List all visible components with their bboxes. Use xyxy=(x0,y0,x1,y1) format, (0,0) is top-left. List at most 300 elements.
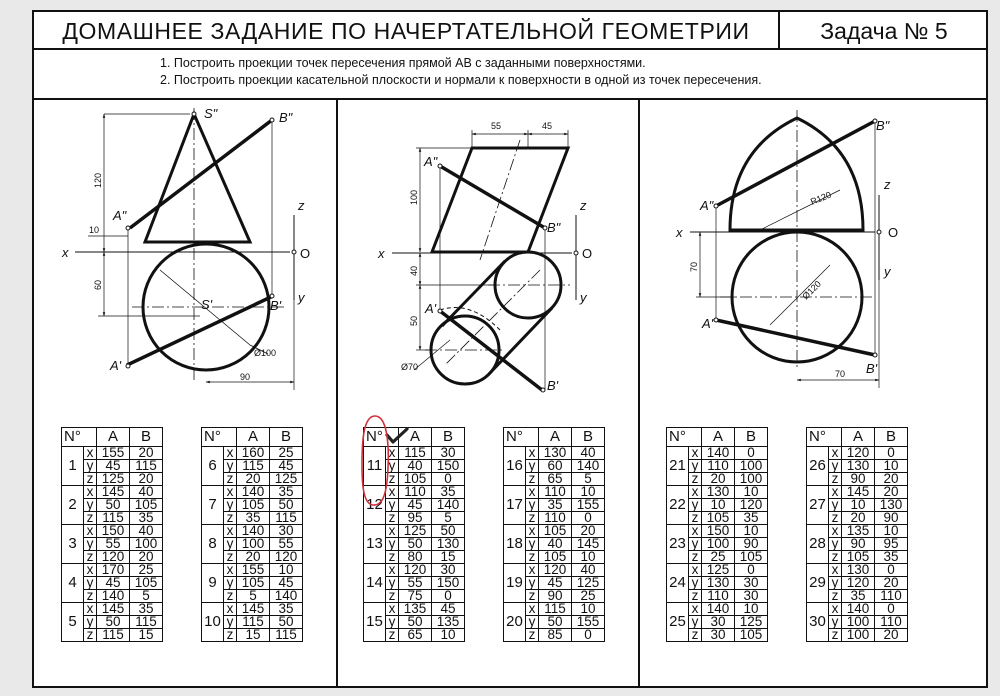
label-a1: A' xyxy=(702,316,714,331)
point-b-value: 10 xyxy=(572,603,605,616)
variant-number: 16 xyxy=(504,447,526,486)
point-a-value: 110 xyxy=(539,486,572,499)
task-number: Задача № 5 xyxy=(820,18,948,44)
point-b-value: 25 xyxy=(270,447,303,460)
coord-label: x xyxy=(829,603,842,616)
coord-label: z xyxy=(829,590,842,603)
coord-label: x xyxy=(84,486,97,499)
variants-table xyxy=(201,427,303,642)
point-b-value: 150 xyxy=(432,460,465,473)
coord-label: y xyxy=(526,460,539,473)
point-b-value: 15 xyxy=(130,629,163,642)
cone-labels xyxy=(61,106,310,382)
point-b-value: 0 xyxy=(875,447,908,460)
coord-label: z xyxy=(84,629,97,642)
point-a-value: 65 xyxy=(539,473,572,486)
point-b-value: 5 xyxy=(432,512,465,525)
variant-number: 23 xyxy=(667,525,689,564)
header-number: N° xyxy=(504,428,539,447)
point-s-front xyxy=(192,112,196,116)
point-a-value: 140 xyxy=(237,525,270,538)
point-b-value: 35 xyxy=(270,486,303,499)
coord-label: z xyxy=(526,590,539,603)
header-number: N° xyxy=(807,428,842,447)
point-b-value: 35 xyxy=(270,603,303,616)
variant-number: 4 xyxy=(62,564,84,603)
coord-label: y xyxy=(689,577,702,590)
label-y: y xyxy=(884,264,891,279)
coord-label: z xyxy=(829,512,842,525)
coord-label: y xyxy=(829,616,842,629)
point-b-value: 25 xyxy=(572,590,605,603)
coord-label: x xyxy=(526,447,539,460)
coord-label: y xyxy=(224,460,237,473)
point-a-value: 75 xyxy=(399,590,432,603)
coord-label: x xyxy=(526,525,539,538)
coord-label: x xyxy=(526,486,539,499)
coord-label: z xyxy=(689,590,702,603)
coord-label: x xyxy=(386,447,399,460)
point-b-front xyxy=(270,118,274,122)
header-number: N° xyxy=(364,428,399,447)
point-b-value: 20 xyxy=(572,525,605,538)
point-a-top xyxy=(714,318,718,322)
coord-label: y xyxy=(829,460,842,473)
point-b-value: 115 xyxy=(270,629,303,642)
variant-number: 24 xyxy=(667,564,689,603)
variant-number: 28 xyxy=(807,525,829,564)
label-a1: A' xyxy=(425,301,437,316)
point-a-value: 50 xyxy=(399,538,432,551)
point-a-value: 30 xyxy=(702,616,735,629)
coord-label: z xyxy=(829,629,842,642)
point-a-value: 20 xyxy=(237,551,270,564)
table-header-row xyxy=(62,428,163,447)
point-b-value: 110 xyxy=(875,616,908,629)
coord-label: x xyxy=(829,486,842,499)
point-b-value: 100 xyxy=(735,460,768,473)
point-a-value: 110 xyxy=(702,460,735,473)
point-b-top xyxy=(873,353,877,357)
coord-label: y xyxy=(526,538,539,551)
point-b-value: 50 xyxy=(270,616,303,629)
point-b-value: 125 xyxy=(572,577,605,590)
dim-label-diameter: Ø70 xyxy=(401,362,419,372)
coord-label: y xyxy=(386,577,399,590)
point-b-value: 5 xyxy=(572,473,605,486)
point-b-value: 90 xyxy=(735,538,768,551)
coord-label: z xyxy=(224,551,237,564)
point-b-value: 20 xyxy=(875,473,908,486)
point-a-value: 90 xyxy=(842,473,875,486)
point-b-value: 20 xyxy=(875,486,908,499)
table-header-row xyxy=(807,428,908,447)
variant-number: 12 xyxy=(364,486,386,525)
coord-label: x xyxy=(829,564,842,577)
point-a-value: 40 xyxy=(399,460,432,473)
point-a-value: 50 xyxy=(97,499,130,512)
coord-label: x xyxy=(526,564,539,577)
point-b-value: 20 xyxy=(130,551,163,564)
instruction-1: 1. Построить проекции точек пересечения прямой АВ с заданными поверхностями. xyxy=(160,56,646,70)
coord-label: x xyxy=(386,603,399,616)
point-a-value: 140 xyxy=(97,590,130,603)
coord-label: y xyxy=(829,538,842,551)
point-a-front xyxy=(714,204,718,208)
point-a-value: 115 xyxy=(539,603,572,616)
coord-label: y xyxy=(689,616,702,629)
point-b-value: 105 xyxy=(130,577,163,590)
variant-number: 21 xyxy=(667,447,689,486)
coord-label: y xyxy=(84,499,97,512)
point-b-value: 45 xyxy=(432,603,465,616)
point-a-value: 30 xyxy=(702,629,735,642)
point-b-value: 0 xyxy=(572,512,605,525)
coord-label: z xyxy=(526,551,539,564)
point-a-value: 115 xyxy=(97,629,130,642)
coord-label: x xyxy=(829,447,842,460)
variant-number: 14 xyxy=(364,564,386,603)
point-a-value: 20 xyxy=(702,473,735,486)
point-a-value: 125 xyxy=(702,564,735,577)
point-a-value: 50 xyxy=(539,616,572,629)
coord-label: x xyxy=(84,603,97,616)
coord-label: x xyxy=(84,447,97,460)
label-y: y xyxy=(580,290,587,305)
point-a-value: 55 xyxy=(399,577,432,590)
red-circle-annotation xyxy=(359,413,391,509)
point-b-value: 40 xyxy=(130,525,163,538)
header-point-b: B xyxy=(875,428,908,447)
coord-label: y xyxy=(224,616,237,629)
label-z: z xyxy=(580,198,587,213)
dim-label-45: 45 xyxy=(542,121,553,131)
point-a-value: 140 xyxy=(702,603,735,616)
point-b-value: 155 xyxy=(572,499,605,512)
coord-label: y xyxy=(829,499,842,512)
point-a-value: 120 xyxy=(399,564,432,577)
point-a-value: 105 xyxy=(539,525,572,538)
coord-label: y xyxy=(386,499,399,512)
point-b-value: 95 xyxy=(875,538,908,551)
point-a-value: 120 xyxy=(97,551,130,564)
point-a-value: 100 xyxy=(702,538,735,551)
point-a-value: 90 xyxy=(539,590,572,603)
point-a-value: 55 xyxy=(97,538,130,551)
point-b-value: 140 xyxy=(572,460,605,473)
point-a-value: 115 xyxy=(97,512,130,525)
point-a-value: 105 xyxy=(539,551,572,564)
variant-number: 30 xyxy=(807,603,829,642)
variant-number: 13 xyxy=(364,525,386,564)
point-a-value: 100 xyxy=(842,629,875,642)
label-b1: B' xyxy=(547,378,559,393)
line-ab-top xyxy=(440,311,542,390)
coord-label: x xyxy=(689,486,702,499)
line-ab-top xyxy=(716,320,875,355)
origin-point xyxy=(292,250,296,254)
dim-label-40: 40 xyxy=(409,265,419,276)
variant-number: 26 xyxy=(807,447,829,486)
coord-label: z xyxy=(386,512,399,525)
sphere-labels xyxy=(675,118,898,379)
line-ab-front xyxy=(440,166,545,228)
point-a-value: 170 xyxy=(97,564,130,577)
point-b-value: 20 xyxy=(130,473,163,486)
dim-label-60: 60 xyxy=(93,279,103,290)
label-x: x xyxy=(62,245,69,260)
coord-label: x xyxy=(386,564,399,577)
point-a-value: 110 xyxy=(702,590,735,603)
label-b1: B' xyxy=(866,361,878,376)
coord-label: y xyxy=(829,577,842,590)
point-b-value: 45 xyxy=(270,460,303,473)
point-b-value: 125 xyxy=(735,616,768,629)
point-b-value: 150 xyxy=(432,577,465,590)
coord-label: y xyxy=(84,538,97,551)
page-title: ДОМАШНЕЕ ЗАДАНИЕ ПО НАЧЕРТАТЕЛЬНОЙ ГЕОМЕТРИИ xyxy=(62,18,750,44)
point-b-value: 125 xyxy=(270,473,303,486)
variant-number: 9 xyxy=(202,564,224,603)
point-b-value: 50 xyxy=(432,525,465,538)
coord-label: z xyxy=(84,473,97,486)
table-header-row xyxy=(202,428,303,447)
line-ab-front xyxy=(130,120,272,228)
header-number: N° xyxy=(62,428,97,447)
coord-label: x xyxy=(224,564,237,577)
label-o: O xyxy=(300,246,311,261)
table-header-row xyxy=(667,428,768,447)
point-b-value: 50 xyxy=(270,499,303,512)
point-b-value: 30 xyxy=(735,590,768,603)
point-b-value: 105 xyxy=(735,629,768,642)
point-a-value: 80 xyxy=(399,551,432,564)
point-b-value: 115 xyxy=(270,512,303,525)
point-a-value: 145 xyxy=(97,486,130,499)
point-a-value: 145 xyxy=(237,603,270,616)
point-a-value: 5 xyxy=(237,590,270,603)
variant-number: 10 xyxy=(202,603,224,642)
point-a-value: 130 xyxy=(702,486,735,499)
point-b-value: 130 xyxy=(432,538,465,551)
header-point-a: A xyxy=(237,428,270,447)
point-b-value: 35 xyxy=(432,486,465,499)
point-b-top xyxy=(541,388,545,392)
dim-label-55: 55 xyxy=(491,121,502,131)
coord-label: y xyxy=(224,577,237,590)
point-a-value: 140 xyxy=(842,603,875,616)
point-b-value: 0 xyxy=(875,564,908,577)
coord-label: x xyxy=(526,603,539,616)
coord-label: z xyxy=(84,512,97,525)
coord-label: y xyxy=(386,616,399,629)
coord-label: y xyxy=(84,577,97,590)
coord-label: y xyxy=(84,616,97,629)
point-a-value: 145 xyxy=(97,603,130,616)
point-a-value: 150 xyxy=(702,525,735,538)
variant-number: 2 xyxy=(62,486,84,525)
point-a-value: 65 xyxy=(399,629,432,642)
variant-number: 22 xyxy=(667,486,689,525)
point-b-value: 20 xyxy=(875,629,908,642)
point-b-value: 0 xyxy=(432,590,465,603)
point-a-value: 95 xyxy=(399,512,432,525)
header-point-b: B xyxy=(270,428,303,447)
point-b-value: 20 xyxy=(875,577,908,590)
dim-label-100: 100 xyxy=(409,189,419,205)
variant-number: 20 xyxy=(504,603,526,642)
point-a-top xyxy=(126,364,130,368)
label-a1: A' xyxy=(110,358,122,373)
coord-label: y xyxy=(526,577,539,590)
coord-label: y xyxy=(526,499,539,512)
point-a-value: 100 xyxy=(842,616,875,629)
point-a-value: 125 xyxy=(97,473,130,486)
point-a-value: 125 xyxy=(399,525,432,538)
point-b-value: 105 xyxy=(130,499,163,512)
coord-label: x xyxy=(829,525,842,538)
coord-label: y xyxy=(224,538,237,551)
header-number: N° xyxy=(202,428,237,447)
label-y: y xyxy=(298,290,305,305)
variant-number: 17 xyxy=(504,486,526,525)
variants-table xyxy=(61,427,163,642)
point-a-value: 100 xyxy=(237,538,270,551)
point-b-value: 110 xyxy=(875,590,908,603)
point-b-value: 35 xyxy=(735,512,768,525)
origin-point xyxy=(877,230,881,234)
coord-label: z xyxy=(224,590,237,603)
point-a-value: 105 xyxy=(237,577,270,590)
point-a-value: 130 xyxy=(539,447,572,460)
point-b-value: 105 xyxy=(735,551,768,564)
point-b-value: 145 xyxy=(572,538,605,551)
label-b2: B" xyxy=(279,110,293,125)
header-point-a: A xyxy=(702,428,735,447)
point-a-value: 115 xyxy=(237,616,270,629)
label-x: x xyxy=(378,246,385,261)
coord-label: y xyxy=(84,460,97,473)
header-point-b: B xyxy=(130,428,163,447)
point-b-value: 40 xyxy=(130,486,163,499)
point-b-value: 55 xyxy=(270,538,303,551)
coord-label: z xyxy=(386,629,399,642)
variant-number: 18 xyxy=(504,525,526,564)
dim-label-70-horizontal: 70 xyxy=(835,369,846,379)
point-b-value: 35 xyxy=(130,512,163,525)
header-point-b: B xyxy=(572,428,605,447)
point-a-value: 140 xyxy=(702,447,735,460)
point-a-value: 150 xyxy=(97,525,130,538)
table-header-row xyxy=(504,428,605,447)
point-b-value: 115 xyxy=(130,616,163,629)
header-point-a: A xyxy=(97,428,130,447)
point-a-value: 40 xyxy=(539,538,572,551)
label-o: O xyxy=(582,246,593,261)
label-b2: B" xyxy=(547,220,561,235)
coord-label: x xyxy=(386,525,399,538)
point-b-value: 40 xyxy=(572,564,605,577)
point-b-value: 10 xyxy=(735,603,768,616)
label-a2: A" xyxy=(113,208,127,223)
line-ab-front xyxy=(716,121,875,206)
variants-table xyxy=(666,427,768,642)
point-a-value: 20 xyxy=(237,473,270,486)
dim-label-diameter: Ø120 xyxy=(800,278,823,302)
coord-label: z xyxy=(829,551,842,564)
point-b-value: 0 xyxy=(432,473,465,486)
point-a-value: 10 xyxy=(702,499,735,512)
label-o: O xyxy=(888,225,899,240)
point-a-value: 110 xyxy=(539,512,572,525)
point-b-value: 135 xyxy=(432,616,465,629)
variants-table xyxy=(806,427,908,642)
point-a-value: 110 xyxy=(399,486,432,499)
coord-label: z xyxy=(689,473,702,486)
coord-label: z xyxy=(526,629,539,642)
header-point-b: B xyxy=(432,428,465,447)
label-b1: B' xyxy=(270,298,282,313)
point-a-value: 140 xyxy=(237,486,270,499)
point-a-value: 130 xyxy=(842,564,875,577)
coord-label: x xyxy=(224,525,237,538)
point-b-value: 100 xyxy=(735,473,768,486)
point-b-value: 40 xyxy=(572,447,605,460)
label-s1: S' xyxy=(201,297,213,312)
point-a-front xyxy=(126,226,130,230)
point-b-value: 35 xyxy=(875,551,908,564)
coord-label: z xyxy=(84,551,97,564)
coord-label: z xyxy=(386,590,399,603)
point-a-value: 15 xyxy=(237,629,270,642)
point-b-value: 0 xyxy=(572,629,605,642)
cylinder-drawing xyxy=(392,130,578,392)
coord-label: x xyxy=(689,447,702,460)
point-a-value: 10 xyxy=(842,499,875,512)
header-number: N° xyxy=(667,428,702,447)
point-a-value: 45 xyxy=(97,460,130,473)
label-b2: B" xyxy=(876,118,890,133)
coord-label: z xyxy=(526,473,539,486)
point-a-value: 105 xyxy=(237,499,270,512)
point-b-value: 10 xyxy=(432,629,465,642)
coord-label: z xyxy=(224,512,237,525)
dim-label-radius: R120 xyxy=(809,189,833,207)
coord-label: z xyxy=(386,551,399,564)
point-a-top xyxy=(438,309,442,313)
point-a-value: 35 xyxy=(237,512,270,525)
point-b-value: 115 xyxy=(130,460,163,473)
coord-label: y xyxy=(386,460,399,473)
coord-label: x xyxy=(386,486,399,499)
point-a-value: 155 xyxy=(237,564,270,577)
point-b-value: 90 xyxy=(875,512,908,525)
coord-label: z xyxy=(689,512,702,525)
point-b-value: 0 xyxy=(735,447,768,460)
point-a-value: 50 xyxy=(97,616,130,629)
label-a2: A" xyxy=(700,198,714,213)
variant-number: 6 xyxy=(202,447,224,486)
point-a-value: 120 xyxy=(842,577,875,590)
coord-label: x xyxy=(224,486,237,499)
point-b-value: 140 xyxy=(432,499,465,512)
header-point-a: A xyxy=(539,428,572,447)
point-a-value: 135 xyxy=(399,603,432,616)
point-a-value: 135 xyxy=(842,525,875,538)
point-a-value: 45 xyxy=(399,499,432,512)
header-point-b: B xyxy=(735,428,768,447)
point-a-value: 45 xyxy=(539,577,572,590)
